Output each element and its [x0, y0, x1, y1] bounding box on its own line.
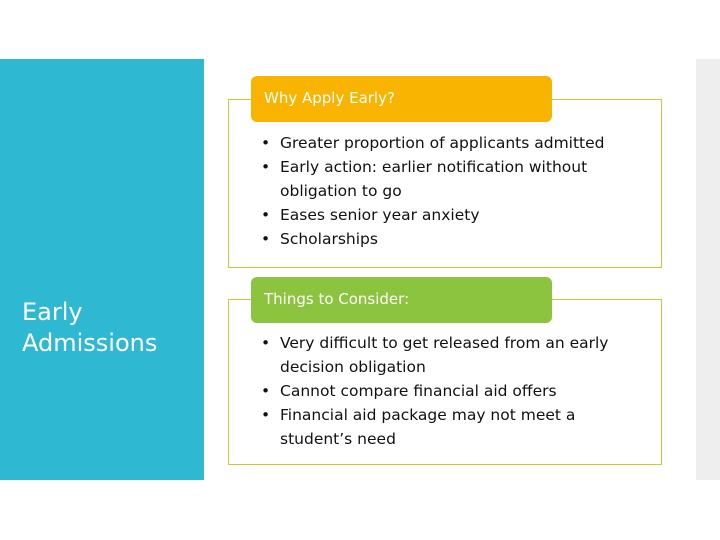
things-to-consider-header [251, 277, 552, 323]
things-to-consider-list [258, 331, 648, 451]
list-item: • Early action: earlier notification without obligation to go [258, 155, 648, 203]
list-item: • Very difficult to get released from an early decision obligation [258, 331, 648, 379]
right-edge-strip [696, 59, 720, 480]
list-item: • Eases senior year anxiety [258, 203, 648, 227]
list-item: • Greater proportion of applicants admitted [258, 131, 648, 155]
things-to-consider-heading: Things to Consider: [264, 290, 410, 308]
why-apply-early-list [258, 131, 648, 251]
why-apply-early-heading: Why Apply Early? [264, 89, 395, 107]
why-apply-early-header [251, 76, 552, 122]
list-item: • Financial aid package may not meet a student’s need [258, 403, 648, 451]
sidebar-panel [0, 59, 204, 480]
slide-title: Early Admissions [22, 298, 158, 357]
list-item: • Cannot compare financial aid offers [258, 379, 648, 403]
list-item: • Scholarships [258, 227, 648, 251]
